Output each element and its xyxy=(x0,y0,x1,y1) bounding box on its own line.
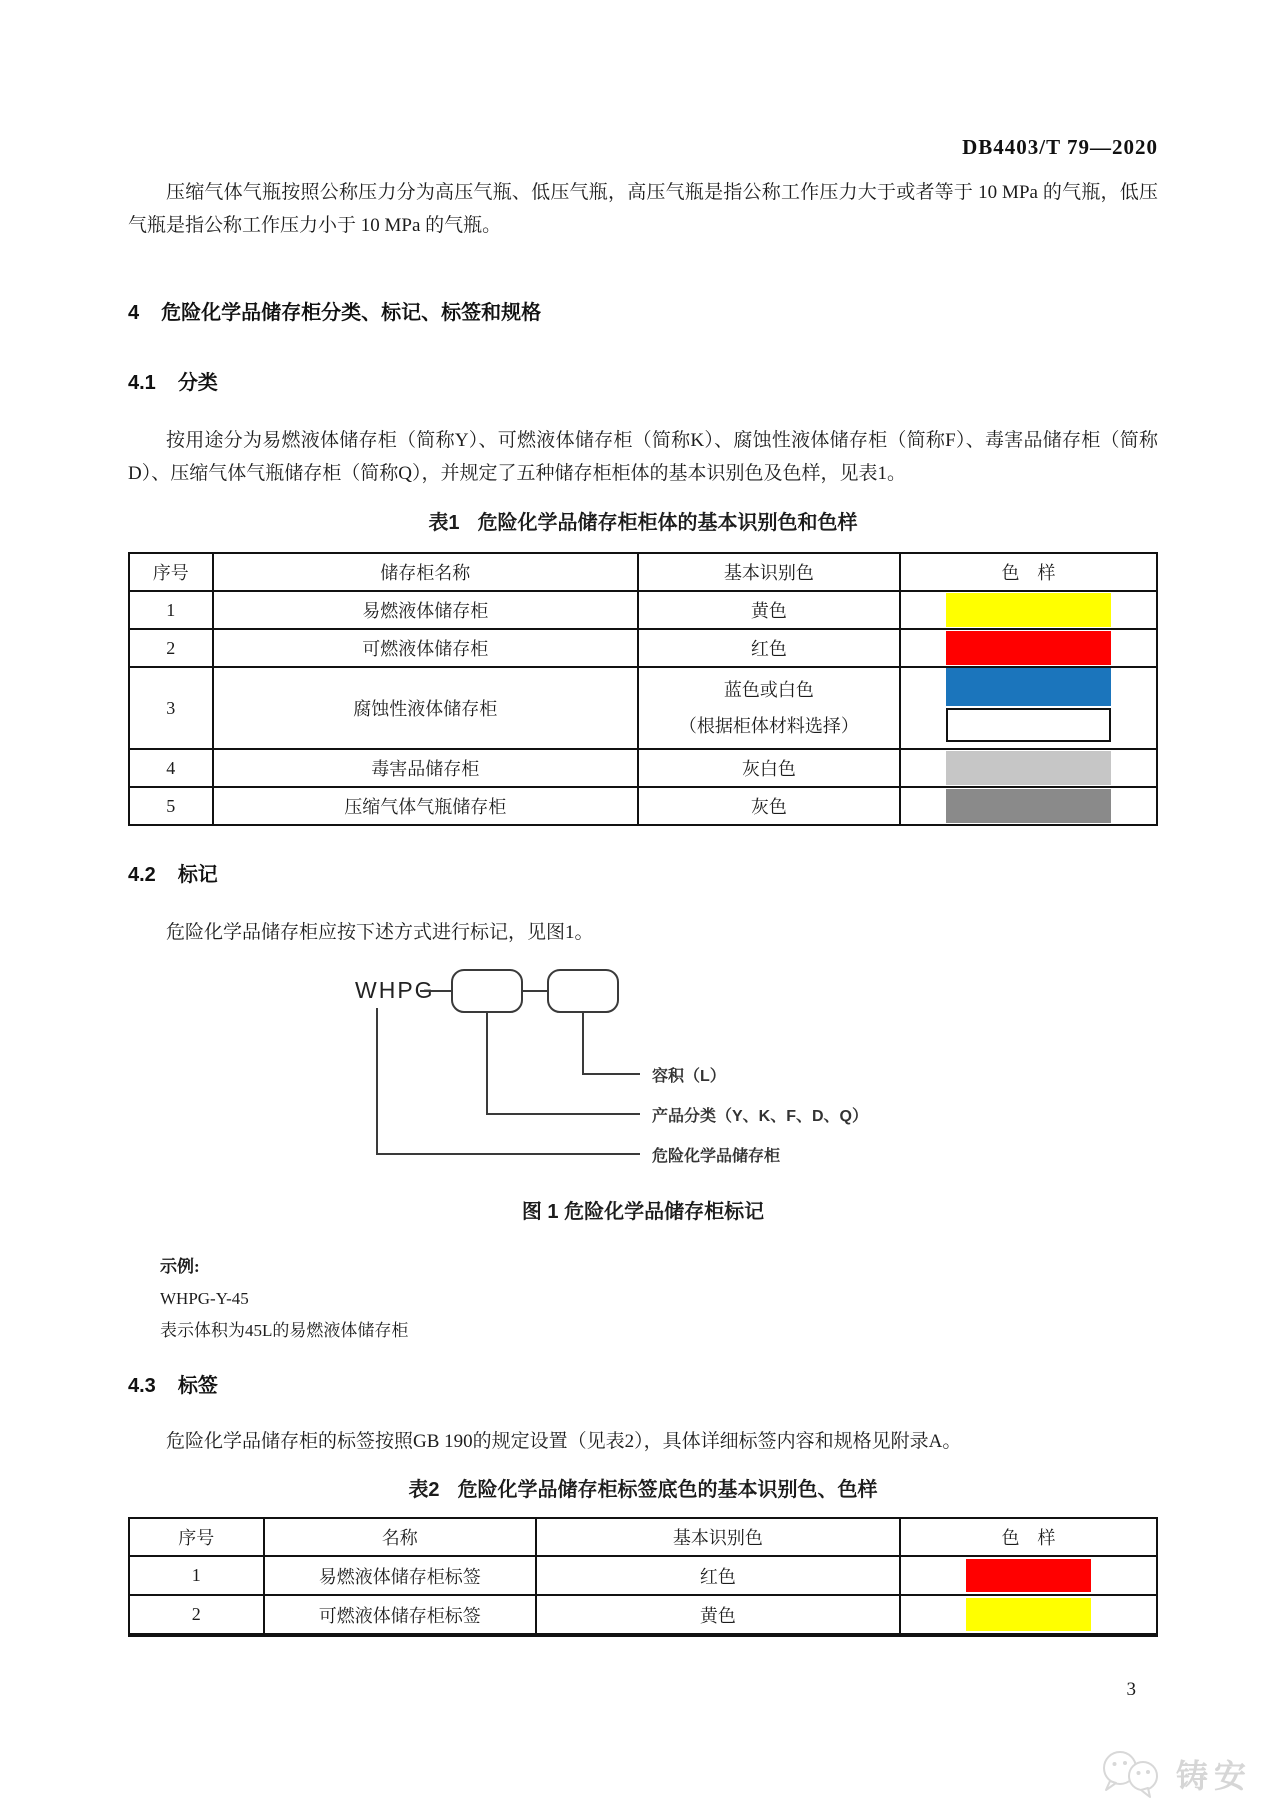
color-swatch-lightgray xyxy=(946,751,1111,785)
table1-row5-swatch-cell xyxy=(900,787,1157,825)
whpg-label: WHPG xyxy=(355,977,435,1003)
code-box-1 xyxy=(452,970,522,1012)
figure1-caption: 图 1 危险化学品储存柜标记 xyxy=(521,1201,765,1223)
table2-title-number: 表2 xyxy=(408,1479,440,1501)
table1-row2-color: 红色 xyxy=(638,629,900,667)
table2-header-name: 名称 xyxy=(264,1518,536,1556)
table1-header-color: 基本识别色 xyxy=(638,553,900,591)
color-swatch-yellow xyxy=(966,1598,1091,1631)
table-row xyxy=(129,1595,1157,1635)
table1-header-name: 储存柜名称 xyxy=(213,553,638,591)
watermark-text: 铸安 xyxy=(1175,1758,1252,1794)
volume-branch-line xyxy=(583,1012,640,1074)
color-swatch-gray xyxy=(946,789,1111,823)
table-row xyxy=(129,787,1157,825)
color-swatch-red xyxy=(966,1559,1091,1592)
table1 xyxy=(128,552,1158,826)
table2-row1-no: 1 xyxy=(129,1556,264,1595)
table1-row4-name: 毒害品储存柜 xyxy=(213,749,638,787)
table1-row4-color: 灰白色 xyxy=(638,749,900,787)
section-4-3-heading xyxy=(128,1373,1158,1399)
section-4-2-heading xyxy=(128,862,1158,888)
section-4-2-number: 4.2 xyxy=(128,864,156,886)
table1-row1-color: 黄色 xyxy=(638,591,900,629)
table1-title-number: 表1 xyxy=(428,512,460,534)
section-4-2-paragraph: 危险化学品储存柜应按下述方式进行标记，见图1。 xyxy=(166,922,594,943)
table1-row3-swatch-cell xyxy=(900,667,1157,749)
table-row xyxy=(129,591,1157,629)
cabinet-label: 危险化学品储存柜 xyxy=(652,1148,781,1165)
example-label: 示例: xyxy=(160,1257,200,1276)
table1-row3-color-note: （根据柜体材料选择） xyxy=(678,716,859,736)
section-4-title: 危险化学品储存柜分类、标记、标签和规格 xyxy=(161,302,542,324)
table2-row1-color: 红色 xyxy=(536,1556,900,1595)
color-swatch-blue xyxy=(946,668,1111,706)
table2-row1-name: 易燃液体储存柜标签 xyxy=(264,1556,536,1595)
section-4-1-title: 分类 xyxy=(177,372,218,394)
table1-row3-color xyxy=(638,667,900,749)
code-box-2 xyxy=(548,970,618,1012)
section-4-number: 4 xyxy=(128,302,140,324)
table1-row3-color-main: 蓝色或白色 xyxy=(723,680,814,700)
category-label: 产品分类（Y、K、F、D、Q） xyxy=(652,1108,869,1125)
table1-row3-name: 腐蚀性液体储存柜 xyxy=(213,667,638,749)
table2-row2-name: 可燃液体储存柜标签 xyxy=(264,1595,536,1635)
doc-number: DB4403/T 79—2020 xyxy=(962,135,1158,159)
color-swatch-stack xyxy=(901,668,1156,748)
table-row xyxy=(129,667,1157,749)
table1-row1-swatch-cell xyxy=(900,591,1157,629)
table1-row5-color: 灰色 xyxy=(638,787,900,825)
table1-header-no: 序号 xyxy=(129,553,213,591)
volume-label: 容积（L） xyxy=(652,1068,726,1085)
table2-row2-color: 黄色 xyxy=(536,1595,900,1635)
section-4-heading xyxy=(128,300,1158,326)
table1-row2-no: 2 xyxy=(129,629,213,667)
color-swatch-yellow xyxy=(946,593,1111,627)
section-4-3-title: 标签 xyxy=(177,1375,218,1397)
color-swatch-white xyxy=(946,708,1111,742)
section-4-1-heading xyxy=(128,370,1158,396)
page-number: 3 xyxy=(1126,1679,1136,1700)
table1-row5-no: 5 xyxy=(129,787,213,825)
watermark-logo xyxy=(1098,1748,1252,1800)
table2-row1-swatch-cell xyxy=(900,1556,1157,1595)
table1-row4-swatch-cell xyxy=(900,749,1157,787)
table1-row4-no: 4 xyxy=(129,749,213,787)
section-4-3-number: 4.3 xyxy=(128,1375,156,1397)
table1-row2-swatch-cell xyxy=(900,629,1157,667)
table1-header-swatch: 色 样 xyxy=(900,553,1157,591)
table2-row2-no: 2 xyxy=(129,1595,264,1635)
table2-header-row xyxy=(129,1518,1157,1556)
table2-header-swatch: 色 样 xyxy=(900,1518,1157,1556)
intro-paragraph: 压缩气体气瓶按照公称压力分为高压气瓶、低压气瓶，高压气瓶是指公称工作压力大于或者等于 10 MPa 的气瓶，低压气瓶是指公称工作压力小于 10 MPa 的气瓶。 xyxy=(128,182,1158,236)
color-swatch-red xyxy=(946,631,1111,665)
table1-row3-no: 3 xyxy=(129,667,213,749)
table2-title-text: 危险化学品储存柜标签底色的基本识别色、色样 xyxy=(457,1479,878,1501)
table2 xyxy=(128,1517,1158,1637)
table2-row2-swatch-cell xyxy=(900,1595,1157,1635)
figure1-svg xyxy=(128,968,1158,1180)
table2-title xyxy=(128,1477,1158,1503)
table1-title-text: 危险化学品储存柜柜体的基本识别色和色样 xyxy=(477,512,858,534)
table1-header-row xyxy=(129,553,1157,591)
example-description: 表示体积为45L的易燃液体储存柜 xyxy=(160,1321,409,1340)
example-block xyxy=(128,1251,1158,1347)
example-code: WHPG-Y-45 xyxy=(160,1289,249,1308)
table2-header-color: 基本识别色 xyxy=(536,1518,900,1556)
section-4-2-title: 标记 xyxy=(177,864,218,886)
table1-row1-name: 易燃液体储存柜 xyxy=(213,591,638,629)
section-4-3-paragraph: 危险化学品储存柜的标签按照GB 190的规定设置（见表2），具体详细标签内容和规格见附录A。 xyxy=(166,1431,962,1452)
section-4-1-paragraph: 按用途分为易燃液体储存柜（简称Y）、可燃液体储存柜（简称K）、腐蚀性液体储存柜（简称F）、毒害品储存柜（简称D）、压缩气体气瓶储存柜（简称Q），并规定了五种储存柜柜体的基本识别色及色样，见表1。 xyxy=(128,430,1158,484)
chat-bubbles-icon xyxy=(1098,1748,1166,1800)
cabinet-branch-line xyxy=(377,1008,640,1154)
section-4-1-number: 4.1 xyxy=(128,372,156,394)
table1-row1-no: 1 xyxy=(129,591,213,629)
table-row xyxy=(129,749,1157,787)
table1-title xyxy=(128,510,1158,536)
category-branch-line xyxy=(487,1012,640,1114)
table2-header-no: 序号 xyxy=(129,1518,264,1556)
table1-row2-name: 可燃液体储存柜 xyxy=(213,629,638,667)
table1-row5-name: 压缩气体气瓶储存柜 xyxy=(213,787,638,825)
figure1-diagram xyxy=(128,968,1158,1185)
table-row xyxy=(129,629,1157,667)
table-row xyxy=(129,1556,1157,1595)
